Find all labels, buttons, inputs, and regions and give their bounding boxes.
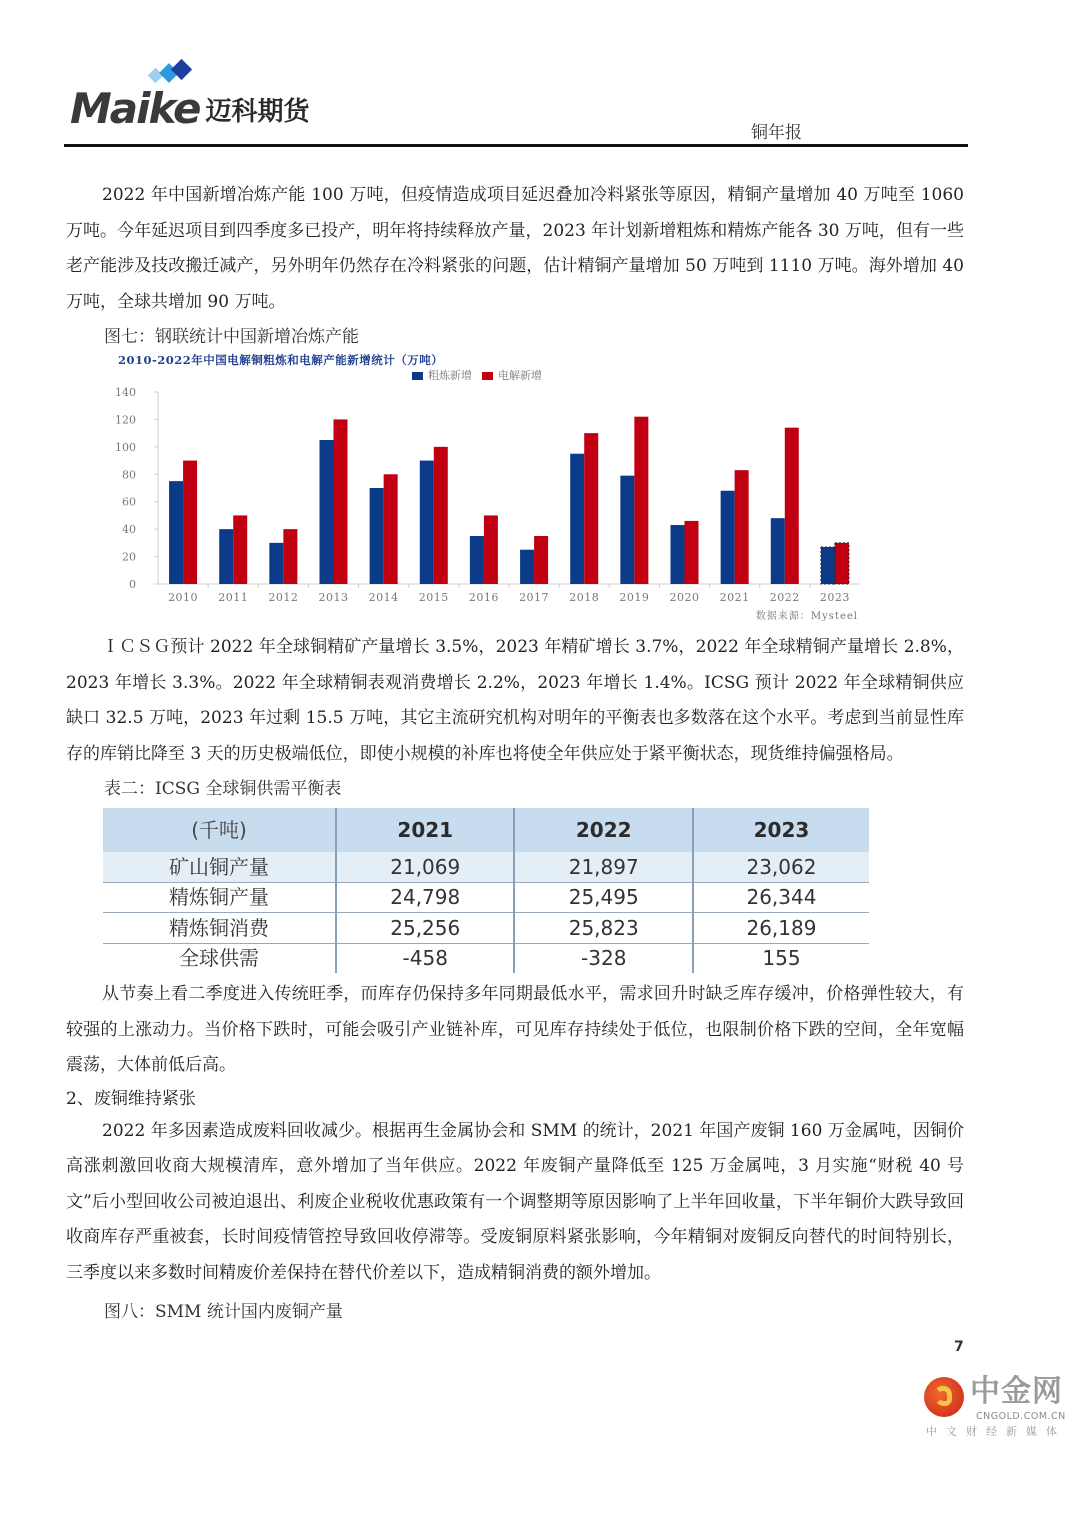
- figure-8-caption: 图八：SMM 统计国内废铜产量: [104, 1302, 343, 1322]
- table-cell: 26,189: [693, 913, 869, 944]
- x-tick-label: 2012: [268, 591, 299, 604]
- y-tick-label: 20: [122, 550, 136, 564]
- bar-rough-2016: [470, 536, 484, 584]
- bar-rough-2021: [721, 491, 735, 584]
- x-tick-label: 2010: [168, 591, 199, 604]
- legend-label: 粗炼新增: [428, 369, 472, 382]
- chart-source: 数据来源：Mysteel: [755, 611, 858, 622]
- bar-rough-2018: [570, 454, 584, 584]
- table-cell: -458: [336, 943, 514, 973]
- logo-cn-text: 迈科期货: [205, 97, 310, 127]
- x-tick-label: 2023: [819, 591, 850, 604]
- watermark-name: 中金网: [970, 1374, 1063, 1409]
- table-cell: 23,062: [693, 852, 869, 882]
- x-tick-label: 2014: [368, 591, 399, 604]
- table-unit-header: (千吨): [103, 808, 336, 852]
- capacity-bar-chart: [108, 352, 870, 624]
- bar-rough-2010: [169, 481, 183, 584]
- table-row-label: 全球供需: [103, 943, 336, 973]
- bar-electrolytic-2012: [283, 529, 297, 584]
- figure-7-caption: 图七：钢联统计中国新增冶炼产能: [104, 327, 359, 347]
- watermark-tagline: 中文财经新媒体: [926, 1425, 1066, 1438]
- bar-electrolytic-2015: [434, 447, 448, 584]
- x-tick-label: 2020: [669, 591, 700, 604]
- table-cell: 25,495: [514, 882, 692, 913]
- paragraph-scrap-copper: 2022 年多因素造成废料回收减少。根据再生金属协会和 SMM 的统计，2021 年国产废铜 160 万金属吨，因铜价高涨刺激回收商大规模清库，意外增加了当年供应。2022 年废铜产量降低至 125 万金属吨，3 月实施“财税 40 号文”后小型回收公司被迫退出、利废企业税收优惠政策有一个调整期等原因影响了上半年回收量，下半年铜价大跌导致回收商库存严重被套，长时间疫情管控导致回收停滞等。受废铜原料紧张影响，今年精铜对废铜反向替代的时间特别长，三季度以来多数时间精废价差保持在替代价差以下，造成精铜消费的额外增加。: [66, 1120, 964, 1283]
- table-cell: 24,798: [336, 882, 514, 913]
- bar-electrolytic-2022: [785, 428, 799, 584]
- table-cell: -328: [514, 943, 692, 973]
- legend-swatch-red: [482, 372, 493, 380]
- logo-text: Maike: [70, 84, 200, 133]
- bar-rough-2011: [219, 529, 233, 584]
- bar-rough-2014: [370, 488, 384, 584]
- table-row: [103, 943, 869, 973]
- document-type-label: 铜年报: [751, 123, 802, 143]
- x-tick-label: 2013: [318, 591, 349, 604]
- table-row: [103, 913, 869, 944]
- table-cell: 21,897: [514, 852, 692, 882]
- x-tick-label: 2016: [468, 591, 499, 604]
- y-tick-label: 0: [129, 578, 136, 591]
- chart-title: 2010-2022年中国电解铜粗炼和电解产能新增统计（万吨）: [118, 353, 444, 367]
- section-heading-scrap-copper: 2、废铜维持紧张: [66, 1088, 196, 1109]
- bar-electrolytic-2010: [183, 461, 197, 584]
- bar-electrolytic-2023: [835, 543, 849, 584]
- y-tick-label: 140: [115, 386, 136, 399]
- table-cell: 25,823: [514, 913, 692, 944]
- table-column-header: 2023: [693, 808, 869, 852]
- paragraph-smelting-capacity: 2022 年中国新增冶炼产能 100 万吨，但疫情造成项目延迟叠加冷料紧张等原因，精铜产量增加 40 万吨至 1060 万吨。今年延迟项目到四季度多已投产，明年将持续释放产量，2023 年计划新增粗炼和精炼产能各 30 万吨，但有一些老产能涉及技改搬迁减产，另外明年仍然存在冷料紧张的问题，估计精铜产量增加 50 万吨到 1110 万吨。海外增加 40 万吨，全球共增加 90 万吨。: [66, 185, 964, 312]
- watermark-url: CNGOLD.COM.CN: [976, 1411, 1066, 1422]
- x-tick-label: 2011: [218, 591, 249, 604]
- table-column-header: 2022: [514, 808, 692, 852]
- bar-rough-2015: [420, 461, 434, 584]
- table-row-label: 精炼铜消费: [103, 913, 336, 944]
- bar-electrolytic-2019: [634, 417, 648, 584]
- page-footer: [0, 1335, 1080, 1445]
- x-tick-label: 2019: [619, 591, 650, 604]
- bar-rough-2017: [520, 550, 534, 584]
- cngold-watermark: [918, 1375, 1078, 1440]
- table-cell: 25,256: [336, 913, 514, 944]
- y-tick-label: 100: [115, 440, 136, 454]
- bar-rough-2019: [620, 476, 634, 584]
- chart-plot-area: [108, 384, 870, 610]
- x-tick-label: 2022: [769, 591, 800, 604]
- bar-electrolytic-2017: [534, 536, 548, 584]
- chart-legend: [108, 368, 870, 384]
- x-tick-label: 2015: [418, 591, 449, 604]
- table-row-label: 矿山铜产量: [103, 852, 336, 882]
- bar-electrolytic-2016: [484, 515, 498, 584]
- bar-rough-2013: [320, 440, 334, 584]
- y-tick-label: 40: [122, 523, 136, 537]
- table-column-header: 2021: [336, 808, 514, 852]
- y-tick-label: 60: [122, 495, 136, 509]
- bar-electrolytic-2014: [384, 474, 398, 584]
- bar-electrolytic-2018: [584, 433, 598, 584]
- table-cell: 26,344: [693, 882, 869, 913]
- table-cell: 21,069: [336, 852, 514, 882]
- page-content: [66, 148, 964, 1327]
- header-divider: [64, 144, 968, 147]
- legend-swatch-blue: [412, 372, 423, 380]
- bar-rough-2023: [821, 547, 835, 584]
- x-tick-label: 2017: [519, 591, 550, 604]
- x-tick-label: 2021: [719, 591, 750, 604]
- table-2-caption: 表二：ICSG 全球铜供需平衡表: [104, 779, 342, 799]
- page-number: 7: [954, 1339, 964, 1355]
- legend-label: 电解新增: [498, 369, 542, 382]
- table-header-row: [103, 808, 869, 852]
- maike-logo: [70, 84, 310, 133]
- paragraph-icsg-forecast: ＩＣＳＧ预计 2022 年全球铜精矿产量增长 3.5%，2023 年精矿增长 3.7%，2022 年全球精铜产量增长 2.8%，2023 年增长 3.3%。2022 年全球精铜表观消费增长 2.2%，2023 年增长 1.4%。ICSG 预计 2022 年全球精铜供应缺口 32.5 万吨，2023 年过剩 15.5 万吨，其它主流研究机构对明年的平衡表也多数落在这个水平。考虑到当前显性库存的库销比降至 3 天的历史极端低位，即使小规模的补库也将使全年供应处于紧平衡状态，现货维持偏强格局。: [66, 637, 964, 764]
- y-tick-label: 120: [115, 413, 136, 427]
- page-header: [64, 0, 968, 148]
- x-tick-label: 2018: [569, 591, 600, 604]
- table-row-label: 精炼铜产量: [103, 882, 336, 913]
- paragraph-seasonality: 从节奏上看二季度进入传统旺季，而库存仍保持多年同期最低水平，需求回升时缺乏库存缓冲，价格弹性较大，有较强的上涨动力。当价格下跌时，可能会吸引产业链补库，可见库存持续处于低位，也限制价格下跌的空间，全年宽幅震荡，大体前低后高。: [66, 984, 964, 1075]
- cngold-logo-icon: [924, 1377, 964, 1417]
- bar-electrolytic-2020: [685, 521, 699, 584]
- y-tick-label: 80: [122, 468, 136, 482]
- bar-electrolytic-2021: [735, 470, 749, 584]
- bar-rough-2012: [269, 543, 283, 584]
- bar-rough-2022: [771, 518, 785, 584]
- table-row: [103, 882, 869, 913]
- icsg-balance-table: [103, 808, 869, 973]
- legend-item-electrolytic: [482, 368, 542, 384]
- table-cell: 155: [693, 943, 869, 973]
- bar-electrolytic-2011: [233, 515, 247, 584]
- table-row: [103, 852, 869, 882]
- legend-item-rough: [412, 368, 472, 384]
- bar-rough-2020: [671, 525, 685, 584]
- bar-electrolytic-2013: [334, 419, 348, 584]
